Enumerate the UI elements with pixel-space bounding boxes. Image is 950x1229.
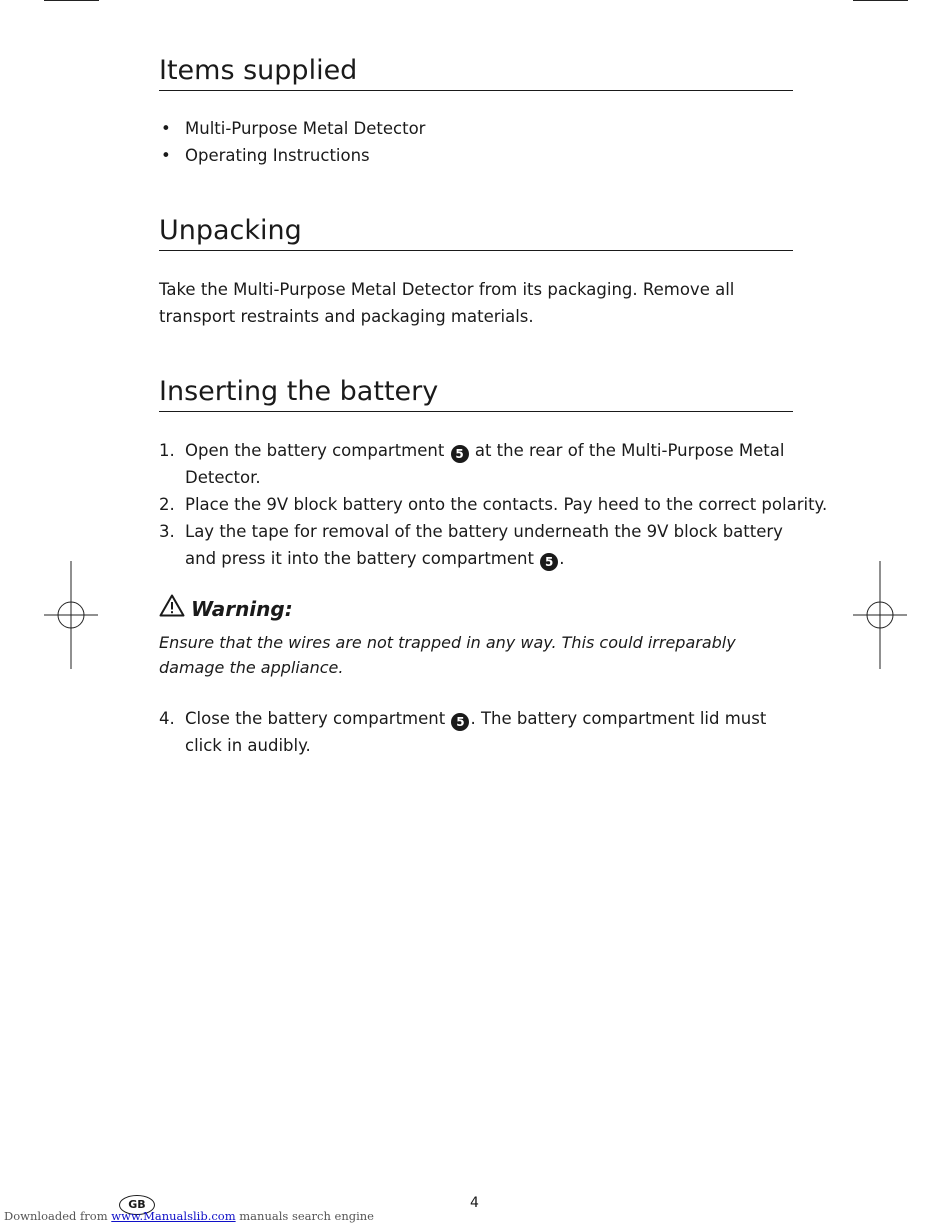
manualslib-link[interactable]: www.Manualslib.com [111,1209,236,1223]
callout-number-icon: 5 [451,713,469,731]
bullet-icon: • [161,119,171,138]
country-badge: GB [119,1195,155,1215]
warning-triangle-icon [159,594,185,617]
page-number: 4 [470,1195,479,1211]
registration-mark-left [44,561,98,669]
step-2: 2. Place the 9V block battery onto the contacts. Pay heed to the correct polarity. [159,495,828,514]
step-3: 3. Lay the tape for removal of the battery underneath the 9V block battery and press it into the battery compartment 5 . [159,522,783,569]
heading-items-supplied: Items supplied [159,54,793,91]
crop-mark-top-left [44,0,99,1]
crop-mark-top-right [853,0,908,1]
warning-title: Warning: [159,594,293,623]
heading-inserting-battery: Inserting the battery [159,375,793,412]
warning-text: Ensure that the wires are not trapped in any way. This could irreparably damage the appliance. [159,633,736,677]
callout-number-icon: 5 [451,445,469,463]
step-1: 1. Open the battery compartment 5 at the rear of the Multi-Purpose Metal Detector. [159,441,785,487]
heading-unpacking: Unpacking [159,214,793,251]
step-4: 4. Close the battery compartment 5 . The battery compartment lid must click in audibly. [159,709,767,755]
callout-number-icon: 5 [540,553,558,571]
bullet-icon: • [161,146,171,165]
registration-mark-right [853,561,907,669]
unpacking-text: Take the Multi-Purpose Metal Detector from its packaging. Remove all transport restraints and packaging materials. [159,280,735,326]
download-footer: Downloaded from www.Manualslib.com manuals search engine [4,1209,374,1223]
